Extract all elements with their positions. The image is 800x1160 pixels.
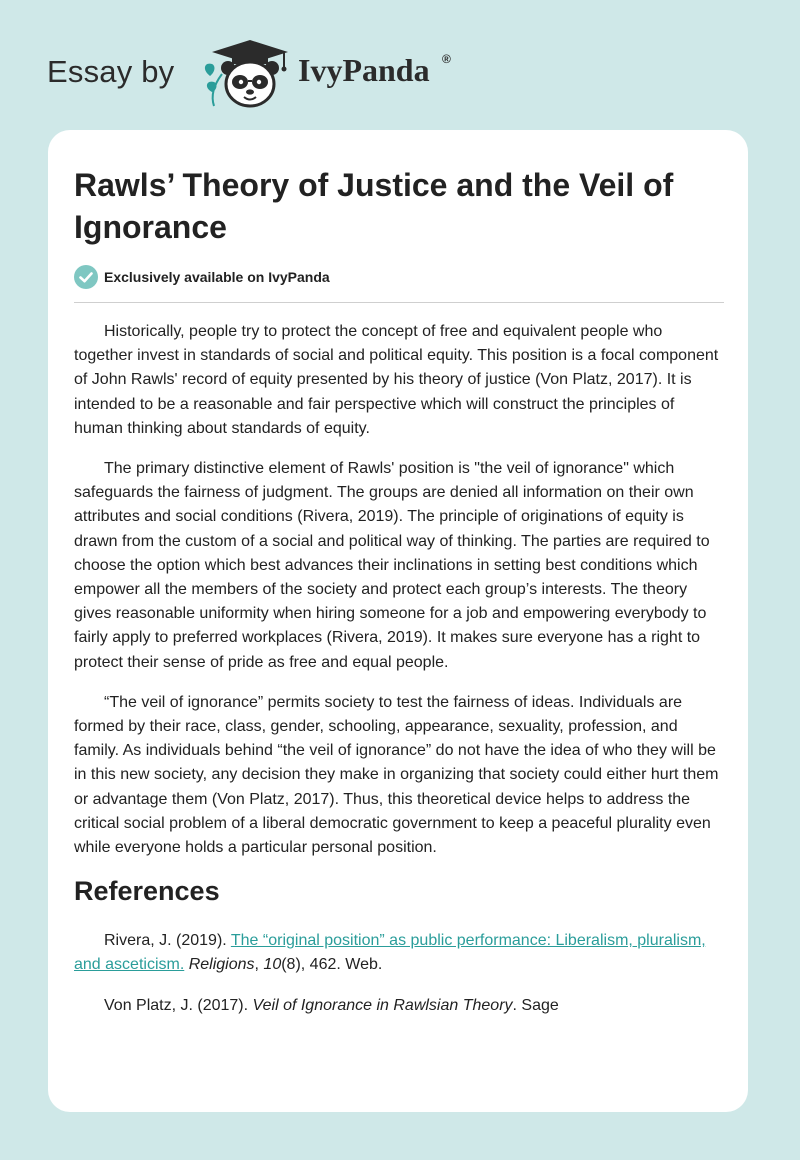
check-circle-icon	[74, 265, 98, 289]
paragraph: “The veil of ignorance” permits society to test the fairness of ideas. Individuals are formed by their race, class, gender, schooling, appearance, sexuality, profession, and family. As individuals behind “the veil of ignorance” do not have the idea of who they will be in this new society, any decision they make in organizing that society could either hurt them or advantage them (Von Platz, 2017). Thus, this theoretical device helps to address the critical social problem of a liberal democratic government to keep a peaceful plurality even while everyone holds a particular personal position.	[74, 693, 719, 857]
reference-rest: . Sage	[512, 996, 559, 1014]
reference-separator: ,	[254, 956, 264, 974]
paragraph: The primary distinctive element of Rawls' position is "the veil of ignorance" which safeguards the fairness of judgment. The groups are denied all information on their own attributes and social conditions (Rivera, 2019). The principle of originations of equity is drawn from the custom of a social and political way of thinking. The parties are required to choose the option which best advances their inclinations in setting best conditions which empower all the members of the society and protect each group’s interests. The theory gives reasonable uniformity when hiring someone for a job and empowering everybody to fairly apply to preferred workplaces (Rivera, 2019). It makes sure everyone has a right to protect their sense of pride as free and equal people.	[74, 460, 710, 671]
references-heading: References	[74, 876, 220, 907]
reference-rest: (8), 462. Web.	[281, 956, 383, 974]
reference-item	[74, 994, 724, 1018]
brand-name[interactable]: IvyPanda	[298, 52, 430, 88]
reference-author: Rivera, J. (2019).	[104, 932, 231, 950]
page-title: Rawls’ Theory of Justice and the Veil of Ignorance	[74, 167, 674, 245]
registered-mark: ®	[442, 52, 451, 66]
reference-item	[74, 929, 724, 977]
divider	[74, 302, 724, 303]
essay-body	[74, 320, 724, 1034]
reference-volume: 10	[263, 956, 282, 974]
essay-card	[48, 130, 748, 1112]
reference-journal: Religions	[188, 956, 255, 974]
reference-title: Veil of Ignorance in Rawlsian Theory	[252, 996, 513, 1014]
reference-link[interactable]: The “original position” as public performance: Liberalism, pluralism, and asceticism.	[74, 932, 706, 974]
paragraph: Historically, people try to protect the concept of free and equivalent people who together invest in standards of social and political equity. This position is a focal component of John Rawls' record of equity presented by his theory of justice (Von Platz, 2017). It is intended to be a reasonable and fair perspective which will construct the principles of human thinking about standards of equity.	[74, 323, 719, 437]
reference-author: Von Platz, J. (2017).	[104, 996, 253, 1014]
panda-graduate-icon	[200, 36, 296, 108]
exclusive-badge	[74, 264, 330, 290]
badge-text: Exclusively available on IvyPanda	[104, 269, 330, 285]
site-header	[0, 0, 800, 128]
brand-prefix: Essay by	[47, 54, 175, 89]
